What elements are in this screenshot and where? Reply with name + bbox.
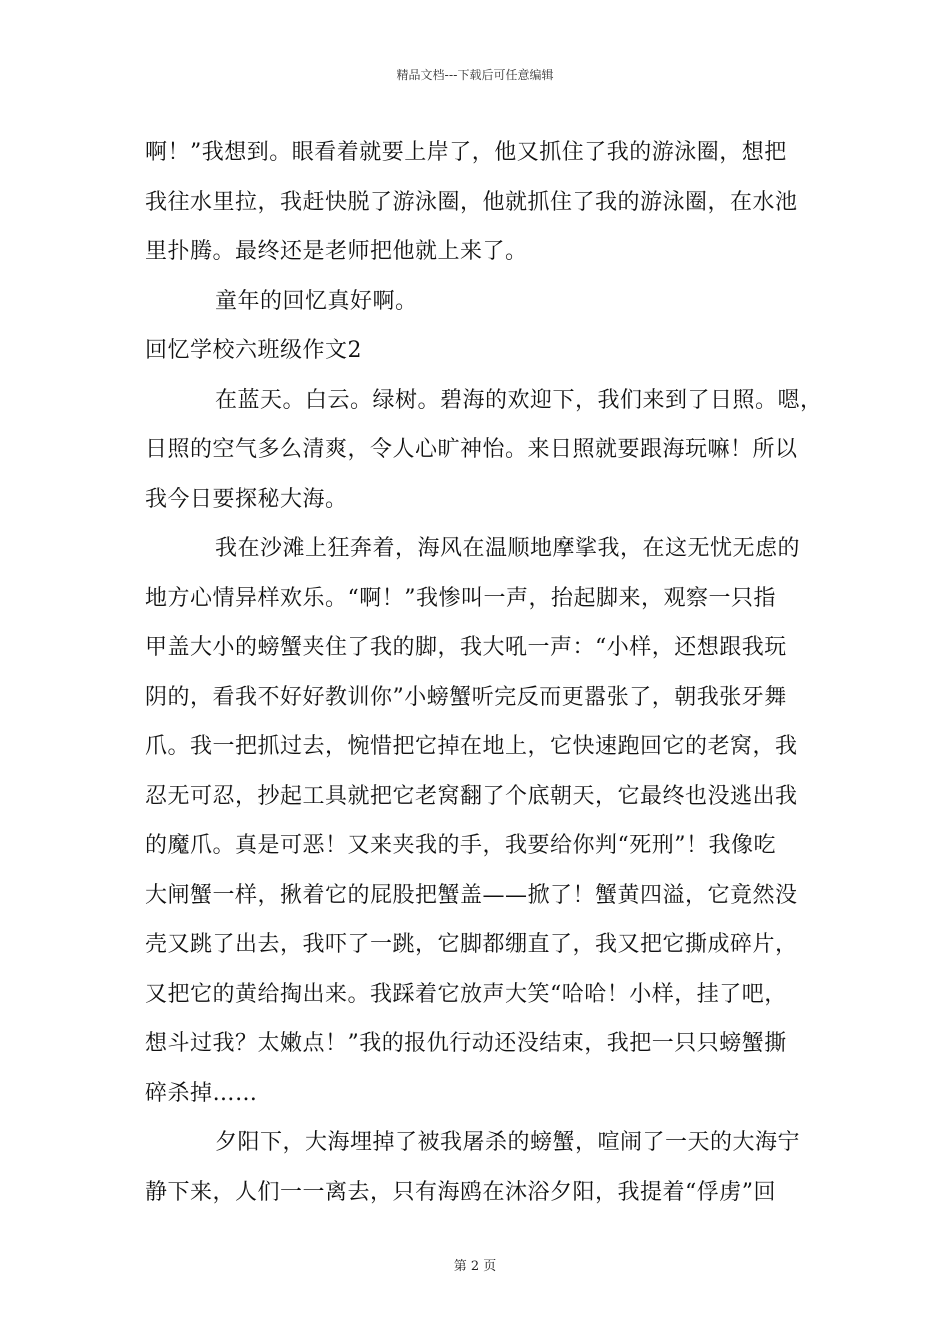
- paragraph-line: 夕阳下，大海埋掉了被我屠杀的螃蟹，喧闹了一天的大海宁: [215, 1130, 801, 1155]
- text-line: 壳又跳了出去，我吓了一跳，它脚都绷直了，我又把它撕成碎片，: [145, 932, 798, 957]
- paragraph-line: 童年的回忆真好啊。: [215, 288, 418, 314]
- text-line: 大闸蟹一样，揪着它的屁股把蟹盖——掀了！蟹黄四溢，它竟然没: [145, 882, 798, 908]
- page-number: 第 2 页: [453, 1259, 497, 1274]
- section-title: 回忆学校六班级作文2: [145, 338, 362, 363]
- text-line: 阴的，看我不好好教训你”小螃蟹听完反而更嚣张了，朝我张牙舞: [145, 684, 787, 710]
- paragraph-line: 我在沙滩上狂奔着，海风在温顺地摩挲我，在这无忧无虑的: [215, 536, 801, 561]
- text-line: 又把它的黄给掏出来。我踩着它放声大笑“哈哈！小样，挂了吧，: [145, 981, 787, 1007]
- text-line: 甲盖大小的螃蟹夹住了我的脚，我大吼一声：“小样，还想跟我玩: [145, 635, 787, 660]
- text-line: 日照的空气多么清爽，令人心旷神怡。来日照就要跟海玩嘛！所以: [145, 437, 798, 462]
- text-line: 我往水里拉，我赶快脱了游泳圈，他就抓住了我的游泳圈，在水池: [145, 189, 798, 215]
- text-line: 啊！”我想到。眼看着就要上岸了，他又抓住了我的游泳圈，想把: [145, 140, 787, 165]
- paragraph-line: 在蓝天。白云。绿树。碧海的欢迎下，我们来到了日照。嗯，: [215, 387, 823, 413]
- text-line: 碎杀掉……: [145, 1080, 258, 1106]
- document-body: [145, 128, 823, 1217]
- text-line: 里扑腾。最终还是老师把他就上来了。: [145, 239, 528, 264]
- text-line: 忍无可忍，抄起工具就把它老窝翻了个底朝天，它最终也没逃出我: [145, 783, 798, 809]
- text-line: 静下来，人们一一离去，只有海鸥在沐浴夕阳，我提着“俘虏”回: [145, 1179, 776, 1205]
- text-line: 爪。我一把抓过去，惋惜把它掉在地上，它快速跑回它的老窝，我: [145, 734, 798, 759]
- text-line: 想斗过我？太嫩点！”我的报仇行动还没结束，我把一只只螃蟹撕: [145, 1031, 787, 1056]
- text-line: 地方心情异样欢乐。“啊！”我惨叫一声，抬起脚来，观察一只指: [145, 585, 776, 611]
- page-header: 精品文档---下载后可任意编辑: [396, 68, 554, 82]
- text-line: 我今日要探秘大海。: [145, 486, 348, 512]
- text-line: 的魔爪。真是可恶！又来夹我的手，我要给你判“死刑”！我像吃: [145, 833, 776, 858]
